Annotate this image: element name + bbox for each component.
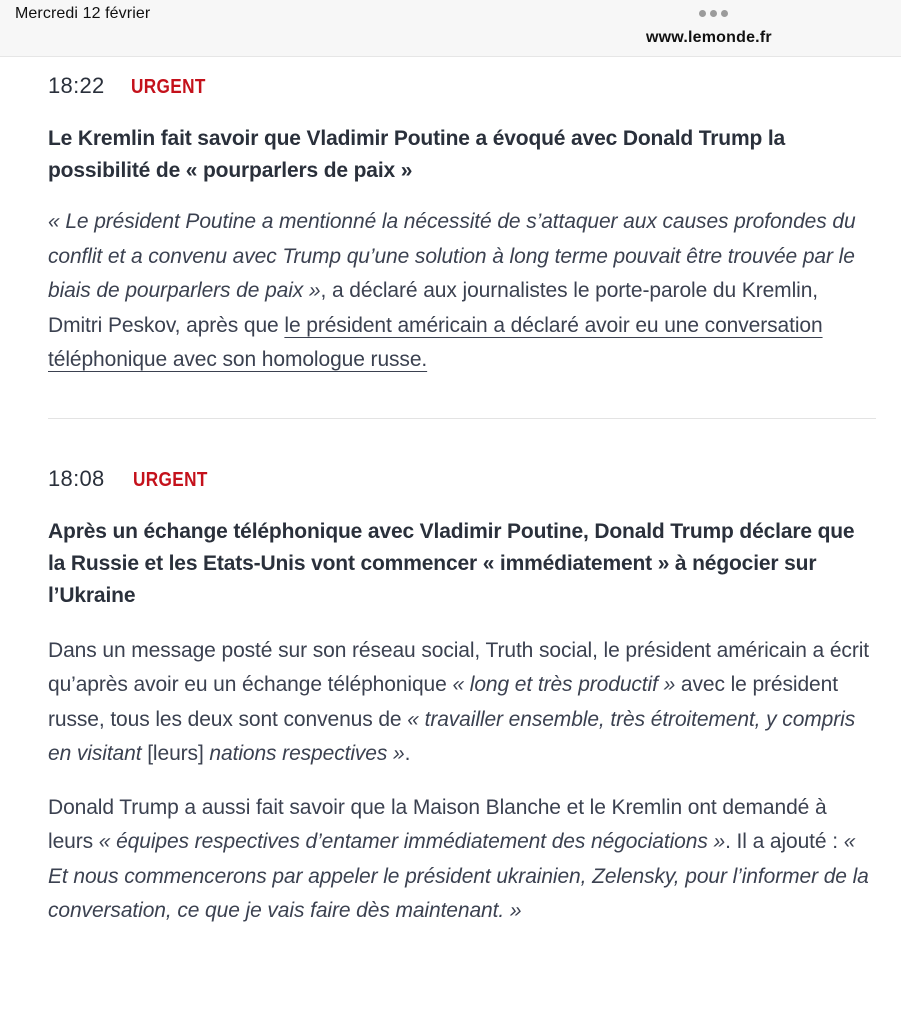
- article-link[interactable]: le président américain a déclaré avoir eu une conversation téléphonique avec son homologue russe.: [48, 313, 823, 371]
- quote-text: « travailler ensemble, très étroitement, y compris en visitant: [48, 707, 856, 765]
- dot: [721, 10, 728, 17]
- live-entry: [48, 419, 876, 929]
- body-text: Donald Trump a aussi fait savoir que la Maison Blanche et le Kremlin ont demandé à leurs: [48, 795, 827, 853]
- entry-paragraph: [48, 205, 876, 378]
- status-date: Mercredi 12 février: [15, 5, 151, 22]
- entry-headline: Après un échange téléphonique avec Vladimir Poutine, Donald Trump déclare que la Russie et les Etats-Unis vont commencer « immédiatement » à négocier sur l’Ukraine: [48, 519, 855, 607]
- entry-time: 18:22: [48, 73, 105, 98]
- entry-time: 18:08: [48, 465, 105, 491]
- urgent-badge: URGENT: [132, 468, 208, 491]
- quote-text: « long et très productif »: [452, 673, 676, 696]
- quote-text: « Et nous commencerons par appeler le président ukrainien, Zelensky, pour l’informer de la conversation, ce que je vais faire dès maintenant. »: [48, 830, 869, 922]
- entry-paragraph: [48, 634, 876, 772]
- entry-paragraph: [48, 791, 876, 929]
- multitasking-dots-icon[interactable]: [699, 10, 728, 17]
- body-text: avec le président russe, tous les deux sont convenus de: [48, 673, 838, 731]
- quote-text: « équipes respectives d’entamer immédiatement des négociations »: [98, 830, 726, 853]
- quote-text: nations respectives »: [209, 742, 405, 765]
- live-feed: [48, 56, 876, 929]
- body-text: [leurs]: [141, 742, 210, 765]
- browser-status-bar: [0, 0, 901, 57]
- address-bar-url[interactable]: www.lemonde.fr: [646, 29, 772, 46]
- dot: [710, 10, 717, 17]
- body-text: , a déclaré aux journalistes le porte-parole du Kremlin, Dmitri Peskov, après que: [48, 279, 819, 337]
- live-entry: [48, 56, 876, 378]
- quote-text: « Le président Poutine a mentionné la nécessité de s’attaquer aux causes profondes du conflit et a convenu avec Trump qu’une solution à long terme pouvait être trouvée par le biais de pourparlers de paix »: [48, 210, 856, 302]
- body-text: . Il a ajouté :: [725, 830, 844, 853]
- body-text: Dans un message posté sur son réseau social, Truth social, le président américain a écrit qu’après avoir eu un échange téléphonique: [48, 638, 870, 696]
- entry-meta: [48, 73, 876, 99]
- body-text: .: [404, 742, 411, 765]
- entry-meta: [48, 466, 876, 492]
- dot: [699, 10, 706, 17]
- entry-headline: Le Kremlin fait savoir que Vladimir Poutine a évoqué avec Donald Trump la possibilité de « pourparlers de paix »: [48, 127, 786, 182]
- urgent-badge: URGENT: [130, 76, 206, 98]
